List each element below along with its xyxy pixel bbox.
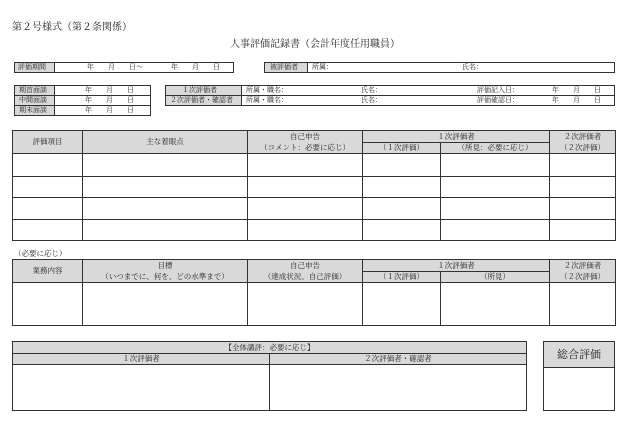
col-second-evaluator: ２次評価者 (563, 132, 602, 141)
col-self-report: 自己申告 (290, 132, 320, 141)
col-goal-first-evaluation: （１次評価） (379, 272, 424, 281)
col-goal-self-report-sub: （達成状況、自己評価） (263, 272, 347, 281)
second-evaluator-name[interactable]: 氏名： (361, 96, 382, 104)
evaluatee-name[interactable]: 氏名： (462, 63, 483, 71)
overall-second-evaluator: ２次評価者・確認者 (364, 354, 432, 363)
col-first-evaluator: １次評価者 (437, 132, 475, 141)
col-goal-first-remarks: （所見） (480, 272, 510, 281)
col-first-remarks: （所見：必要に応じ） (457, 143, 533, 152)
col-first-evaluation: （１次評価） (379, 143, 424, 152)
evaluators-box (165, 85, 615, 106)
document-title: 人事評価記録書（会計年度任用職員） (230, 39, 400, 50)
overall-first-evaluator: １次評価者 (122, 354, 160, 363)
col-self-report-sub: （コメント：必要に応じ） (260, 143, 350, 152)
period-value[interactable]: 年 月 日〜 年 月 日 (87, 63, 220, 71)
interview-date-end[interactable]: 年 月 日 (85, 106, 134, 114)
col-goal: 目標 (157, 261, 173, 270)
col-goal-self-report: 自己申告 (290, 261, 320, 270)
first-evaluator-affiliation[interactable]: 所属・職名： (246, 86, 288, 94)
interview-date-mid[interactable]: 年 月 日 (85, 96, 134, 104)
form-number: 第２号様式（第２条関係） (12, 22, 132, 33)
evaluatee-affiliation[interactable]: 所属： (312, 63, 333, 71)
col-goal-sub: （いつまでに、何を、どの水準まで） (101, 272, 229, 281)
second-evaluator-label: ２次評価者・確認者 (170, 96, 233, 104)
col-task: 業務内容 (32, 266, 63, 275)
first-evaluator-date-label: 評価記入日： (477, 86, 519, 94)
period-box (14, 62, 234, 73)
interview-label-start: 期首面談 (19, 86, 47, 94)
interview-label-end: 期末面談 (19, 106, 47, 114)
evaluatee-label: 被評価者 (270, 63, 298, 71)
col-goal-second-evaluation: （２次評価） (560, 272, 605, 281)
goals-table (12, 259, 616, 326)
interview-date-start[interactable]: 年 月 日 (85, 86, 134, 94)
first-evaluator-date[interactable]: 年 月 日 (552, 86, 601, 94)
overall-comments-title: 【全体講評：必要に応じ】 (224, 343, 315, 352)
col-goal-second-evaluator: ２次評価者 (563, 261, 602, 270)
second-evaluator-affiliation[interactable]: 所属・職名： (246, 96, 288, 104)
evaluation-table (12, 130, 616, 241)
overall-comments-box (12, 341, 527, 411)
first-evaluator-name[interactable]: 氏名： (361, 86, 382, 94)
col-goal-first-evaluator: １次評価者 (437, 261, 475, 270)
evaluatee-box (264, 62, 615, 73)
total-evaluation-box (543, 341, 615, 411)
total-evaluation-label: 総合評価 (557, 348, 601, 361)
period-label: 評価期間 (18, 63, 46, 71)
second-evaluator-date[interactable]: 年 月 日 (552, 96, 601, 104)
col-second-evaluation: （２次評価） (560, 143, 605, 152)
second-evaluator-date-label: 評価確認日： (477, 96, 519, 104)
goals-note: （必要に応じ） (14, 249, 67, 258)
col-evaluation-item: 評価項目 (32, 137, 63, 146)
first-evaluator-label: １次評価者 (182, 86, 217, 94)
interviews-box (14, 85, 151, 116)
interview-label-mid: 中間面談 (19, 96, 47, 104)
col-key-points: 主な着眼点 (146, 137, 184, 146)
